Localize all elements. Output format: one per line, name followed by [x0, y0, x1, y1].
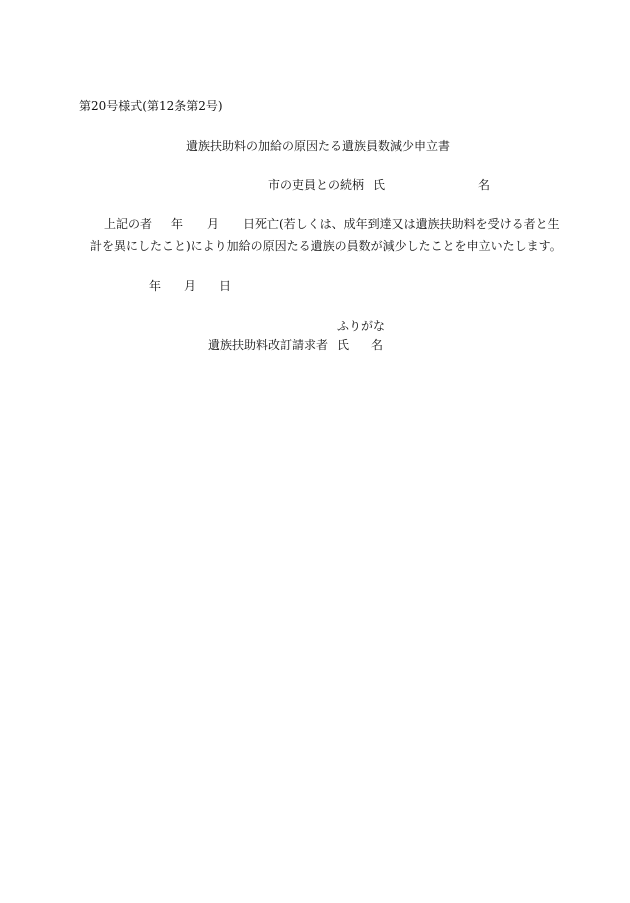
body-line2: 計を異にしたこと)により加給の原因たる遺族の員数が減少したことを申立いたします。: [90, 239, 562, 253]
relation-label: 市の吏員との続柄: [268, 178, 365, 192]
body-prefix: 上記の者: [104, 217, 153, 231]
name-label-1: 氏: [373, 178, 386, 192]
claimant-label: 遺族扶助料改訂請求者: [208, 338, 329, 352]
form-number: 第20号様式(第12条第2号): [79, 99, 223, 113]
document-title: 遺族扶助料の加給の原因たる遺族員数減少申立書: [186, 139, 451, 153]
claimant-name-2: 名: [371, 338, 384, 352]
date-year: 年: [149, 279, 162, 293]
date-month: 月: [184, 279, 197, 293]
body-year: 年: [171, 217, 184, 231]
name-label-2: 名: [478, 178, 491, 192]
claimant-name-1: 氏: [337, 338, 350, 352]
furigana-label: ふりがな: [337, 319, 386, 333]
body-month: 月: [207, 217, 220, 231]
date-day: 日: [219, 279, 232, 293]
body-day-rest: 日死亡(若しくは、成年到達又は遺族扶助料を受ける者と生: [243, 217, 560, 231]
